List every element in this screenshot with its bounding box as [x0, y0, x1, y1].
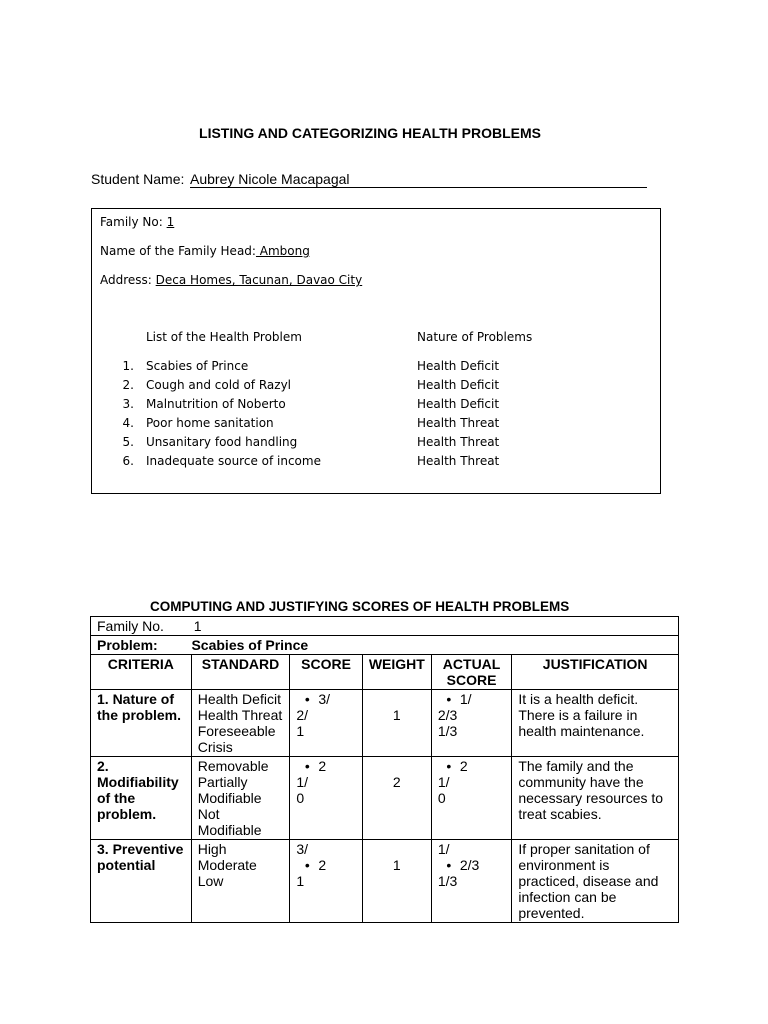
standard-option: High [197, 841, 227, 857]
list-item [92, 397, 660, 416]
actual-value: 1/ [459, 691, 472, 707]
score-value: 1 [296, 873, 305, 889]
list-item-number: 1. [122, 359, 134, 373]
actual-value: 2 [459, 758, 468, 774]
scores-title: COMPUTING AND JUSTIFYING SCORES OF HEALTH PROBLEMS [150, 599, 570, 614]
criteria-header: CRITERIA [91, 655, 192, 690]
column-header-row [91, 655, 679, 690]
family-info-box [91, 208, 661, 494]
score-value: 3/ [318, 691, 330, 707]
family-no-value: 1 [193, 618, 202, 634]
actual-score-cell [431, 757, 512, 840]
standard-option: Health Threat [197, 707, 283, 723]
address-value: Deca Homes, Tacunan, Davao City [155, 273, 363, 287]
address-label: Address: [100, 273, 152, 287]
student-name-row [91, 171, 350, 187]
score-cell [290, 840, 363, 923]
list-item-problem: Poor home sanitation [146, 416, 274, 430]
table-row [91, 840, 679, 923]
weight-cell: 1 [362, 690, 431, 757]
actual-score-cell [431, 690, 512, 757]
bullet-icon: • [304, 857, 310, 873]
problem-label: Problem: [97, 637, 158, 653]
actual-value: 0 [437, 790, 446, 806]
nature-header: Nature of Problems [417, 330, 533, 344]
standard-cell [191, 690, 290, 757]
list-item [92, 359, 660, 378]
standard-option: Foreseeable Crisis [197, 723, 276, 755]
list-item [92, 378, 660, 397]
actual-value: 1/3 [437, 723, 458, 739]
list-item-problem: Inadequate source of income [146, 454, 321, 468]
list-item [92, 435, 660, 454]
list-item-nature: Health Threat [417, 416, 500, 430]
score-cell [290, 690, 363, 757]
problem-value: Scabies of Prince [191, 637, 309, 653]
table-row [91, 757, 679, 840]
score-value: 0 [296, 790, 305, 806]
actual-score-header: ACTUAL SCORE [431, 655, 512, 690]
justification-header: JUSTIFICATION [512, 655, 679, 690]
family-no-label: Family No. [97, 618, 164, 634]
family-no-label: Family No: [100, 215, 163, 229]
score-header: SCORE [290, 655, 363, 690]
problem-cell [91, 636, 679, 655]
list-item-nature: Health Threat [417, 435, 500, 449]
list-item-number: 5. [122, 435, 134, 449]
standard-option: Removable [197, 758, 269, 774]
bullet-icon: • [446, 758, 452, 774]
actual-value: 1/3 [437, 873, 458, 889]
list-item [92, 416, 660, 435]
list-item-number: 3. [122, 397, 134, 411]
list-item-number: 6. [122, 454, 134, 468]
score-value: 2 [318, 857, 327, 873]
family-no-field [100, 215, 174, 229]
actual-value: 2/3 [459, 857, 480, 873]
student-name-label: Student Name: [91, 171, 185, 187]
score-value: 1/ [296, 774, 308, 790]
family-head-field [100, 244, 310, 258]
bullet-icon: • [446, 857, 452, 873]
list-item-problem: Malnutrition of Noberto [146, 397, 286, 411]
standard-option: Moderate [197, 857, 257, 873]
score-value: 3/ [296, 841, 308, 857]
list-item-nature: Health Deficit [417, 359, 500, 373]
scores-table [90, 616, 679, 923]
justification-cell: If proper sanitation of environment is practiced, disease and infection can be prevented. [512, 840, 679, 923]
bullet-icon: • [446, 691, 452, 707]
family-head-label: Name of the Family Head: [100, 244, 256, 258]
table-row [91, 690, 679, 757]
standard-cell [191, 757, 290, 840]
score-value: 1 [296, 723, 305, 739]
family-no-cell [91, 617, 679, 636]
weight-header: WEIGHT [362, 655, 431, 690]
student-name-value: Aubrey Nicole Macapagal [190, 171, 350, 187]
score-value: 2 [318, 758, 327, 774]
family-head-value: Ambong [255, 244, 310, 258]
standard-option: Partially Modifiable [197, 774, 262, 806]
standard-option: Low [197, 873, 224, 889]
bullet-icon: • [304, 691, 310, 707]
family-no-value: 1 [166, 215, 175, 229]
bullet-icon: • [304, 758, 310, 774]
standard-header: STANDARD [191, 655, 290, 690]
standard-cell [191, 840, 290, 923]
justification-cell: The family and the community have the necessary resources to treat scabies. [512, 757, 679, 840]
justification-cell: It is a health deficit. There is a failure in health maintenance. [512, 690, 679, 757]
list-item-problem: Scabies of Prince [146, 359, 249, 373]
criteria-cell: 3. Preventive potential [91, 840, 192, 923]
criteria-cell: 2. Modifiability of the problem. [91, 757, 192, 840]
list-item-nature: Health Deficit [417, 378, 500, 392]
criteria-cell: 1. Nature of the problem. [91, 690, 192, 757]
actual-value: 1/ [437, 774, 450, 790]
list-item-number: 4. [122, 416, 134, 430]
score-cell [290, 757, 363, 840]
standard-option: Not Modifiable [197, 806, 262, 838]
actual-score-cell [431, 840, 512, 923]
problem-list-header: List of the Health Problem [146, 330, 302, 344]
problem-row [91, 636, 679, 655]
list-item-problem: Unsanitary food handling [146, 435, 298, 449]
list-item-problem: Cough and cold of Razyl [146, 378, 292, 392]
weight-cell: 1 [362, 840, 431, 923]
actual-value: 1/ [437, 841, 450, 857]
listing-title: LISTING AND CATEGORIZING HEALTH PROBLEMS [199, 125, 541, 141]
standard-option: Health Deficit [197, 691, 281, 707]
family-no-row [91, 617, 679, 636]
list-item-number: 2. [122, 378, 134, 392]
weight-cell: 2 [362, 757, 431, 840]
address-field [100, 273, 362, 287]
list-item [92, 454, 660, 473]
list-item-nature: Health Deficit [417, 397, 500, 411]
score-value: 2/ [296, 707, 308, 723]
actual-value: 2/3 [437, 707, 458, 723]
list-item-nature: Health Threat [417, 454, 500, 468]
